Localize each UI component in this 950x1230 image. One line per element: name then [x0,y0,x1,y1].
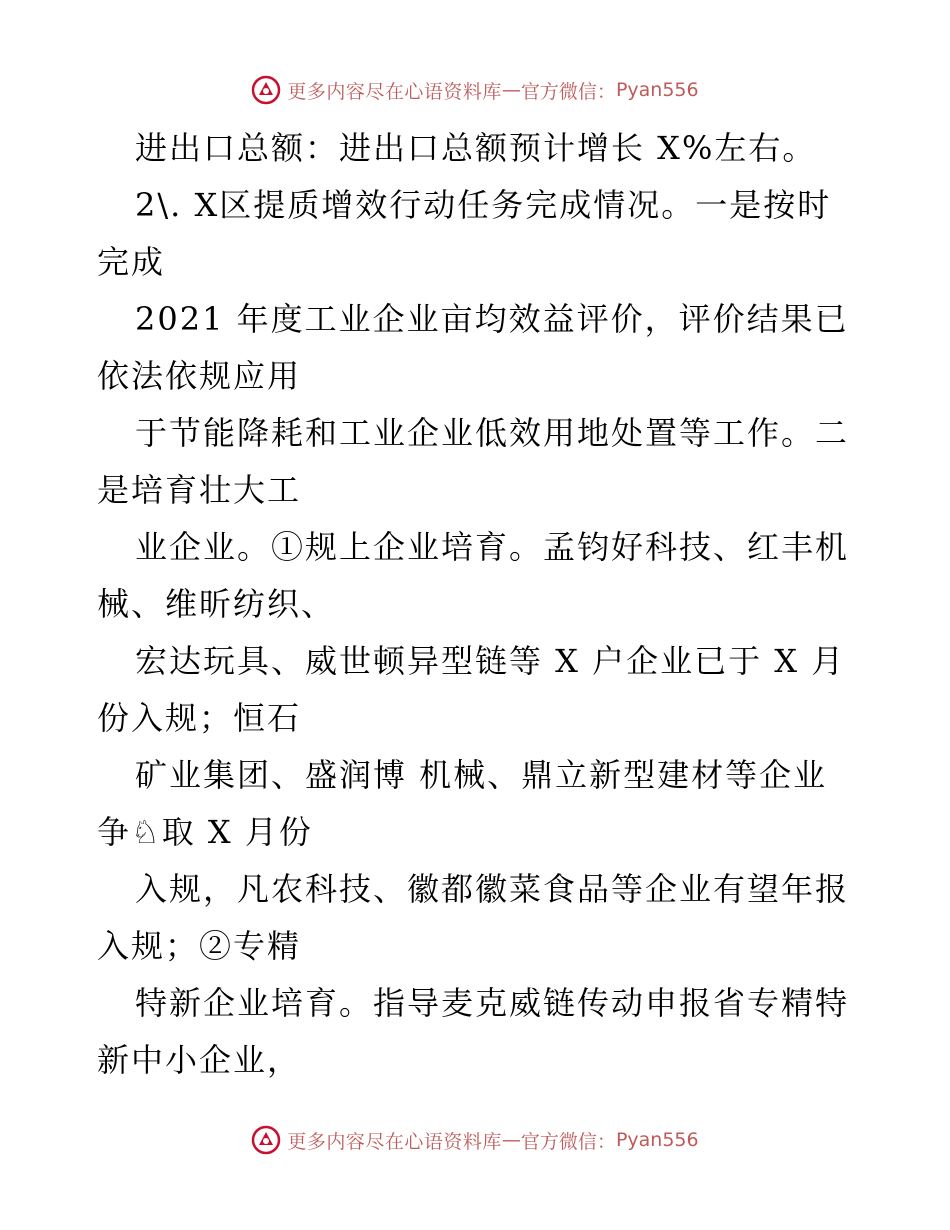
text-line: 业企业。①规上企业培育。孟钧好科技、红丰机 [135,528,850,566]
watermark-separator: — [501,79,521,101]
text-line: 新中小企业， [97,1041,302,1079]
text-line: 2\. X区提质增效行动任务完成情况。一是按时 [135,186,832,224]
text-line: 入规；②专精 [97,927,302,965]
text-line: 宏达玩具、威世顿异型链等 X 户企业已于 X 月 [135,642,846,680]
watermark-wechat-id: Pyan556 [615,1129,699,1151]
text-line: 依法依规应用 [97,357,302,395]
text-line: 是培育壮大工 [97,471,302,509]
watermark-wechat-id: Pyan556 [615,79,699,101]
text-line: 进出口总额：进出口总额预计增长 X%左右。 [135,129,817,167]
text-line: 2021 年度工业企业亩均效益评价，评价结果已 [135,300,849,338]
footer-watermark [0,1120,950,1160]
text-line: 争♘取 X 月份 [97,813,313,851]
brand-logo-icon [251,1125,281,1155]
header-watermark [0,70,950,110]
text-line: 份入规；恒石 [97,699,302,737]
document-body [97,120,857,1089]
watermark-site-text: 更多内容尽在心语资料库 [287,80,502,103]
brand-logo-icon [251,75,281,105]
text-line: 械、维昕纺织、 [97,585,336,623]
watermark-site-text: 更多内容尽在心语资料库 [287,1130,502,1153]
watermark-separator: — [501,1129,521,1151]
text-line: 矿业集团、盛润博 机械、鼎立新型建材等企业 [135,756,828,794]
text-line: 入规，凡农科技、徽都徽菜食品等企业有望年报 [135,870,850,908]
text-line: 完成 [97,243,166,281]
watermark-wechat-label: 官方微信： [520,1130,616,1153]
watermark-wechat-label: 官方微信： [520,80,616,103]
text-line: 于节能降耗和工业企业低效用地处置等工作。二 [135,414,850,452]
text-line: 特新企业培育。指导麦克威链传动申报省专精特 [135,984,850,1022]
